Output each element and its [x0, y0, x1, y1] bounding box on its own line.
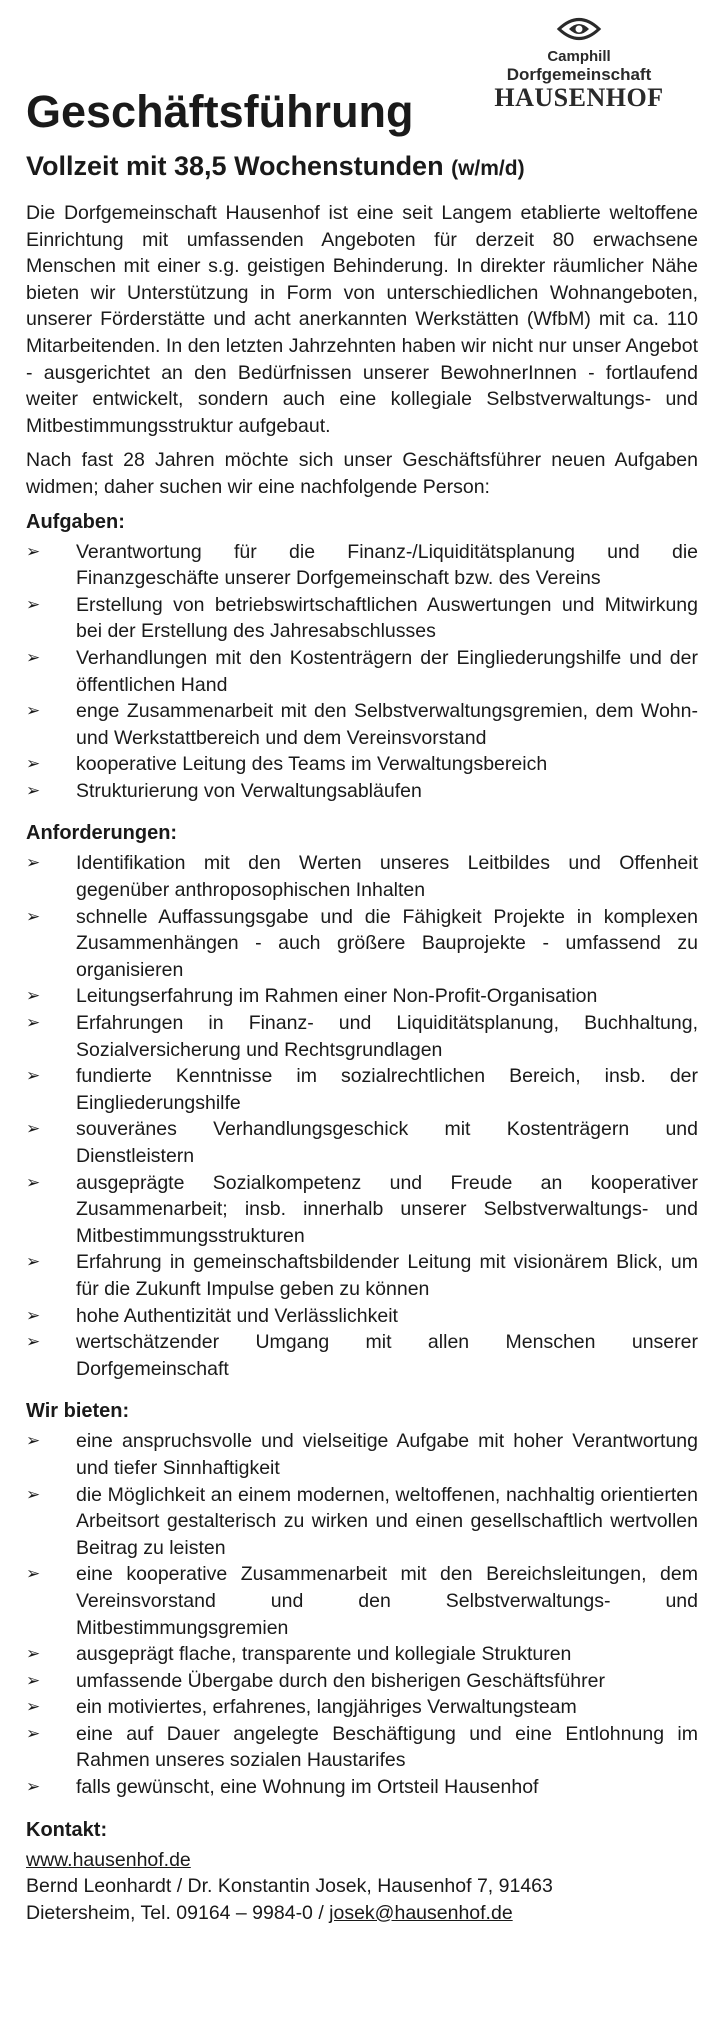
section-heading: Wir bieten:	[26, 1400, 130, 1423]
arrow-bullet-icon: ➢	[26, 906, 41, 926]
email-link[interactable]: josek@hausenhof.de	[329, 1901, 513, 1924]
list-item	[26, 1329, 698, 1382]
list-item	[26, 1303, 698, 1330]
list-item	[26, 983, 698, 1010]
arrow-bullet-icon: ➢	[26, 1172, 41, 1192]
list-item-text: ein motiviertes, erfahrenes, langjähriges Verwaltungsteam	[76, 1696, 577, 1719]
logo-line-camphill: Camphill	[547, 48, 611, 65]
arrow-bullet-icon: ➢	[26, 647, 41, 667]
section-heading: Anforderungen:	[26, 822, 178, 845]
arrow-bullet-icon: ➢	[26, 1252, 41, 1272]
contact-heading: Kontakt:	[26, 1818, 108, 1841]
arrow-bullet-icon: ➢	[26, 1644, 41, 1664]
list-item	[26, 1170, 698, 1250]
arrow-bullet-icon: ➢	[26, 1332, 41, 1352]
section-heading: Aufgaben:	[26, 510, 125, 533]
arrow-bullet-icon: ➢	[26, 1723, 41, 1743]
list-item-text: Erfahrungen in Finanz- und Liquiditätsplanung, Buchhaltung, Sozialversicherung und Rechtsgrundlagen	[76, 1012, 698, 1061]
list-item	[26, 1668, 698, 1695]
logo-line-hausenhof: HAUSENHOF	[494, 83, 664, 112]
camphill-emblem-icon	[555, 14, 603, 44]
list-item	[26, 1116, 698, 1169]
arrow-bullet-icon: ➢	[26, 1305, 41, 1325]
list-item-text: souveränes Verhandlungsgeschick mit Kostenträgern und Dienstleistern	[76, 1118, 698, 1167]
list-item-text: hohe Authentizität und Verlässlichkeit	[76, 1304, 398, 1327]
list-item-text: Leitungserfahrung im Rahmen einer Non-Profit-Organisation	[76, 985, 598, 1008]
arrow-bullet-icon: ➢	[26, 1013, 41, 1033]
arrow-bullet-icon: ➢	[26, 754, 41, 774]
list-item	[26, 1010, 698, 1063]
list-item	[26, 1428, 698, 1481]
list-item	[26, 1482, 698, 1562]
arrow-bullet-icon: ➢	[26, 853, 41, 873]
section-aufgaben	[26, 509, 698, 805]
arrow-bullet-icon: ➢	[26, 1066, 41, 1086]
list-item	[26, 850, 698, 903]
bullet-list	[26, 1428, 698, 1800]
list-item-text: ausgeprägte Sozialkompetenz und Freude an kooperativer Zusammenarbeit; insb. innerhalb unserer Selbstverwaltungs- und Mitbestimmungsstrukturen	[76, 1171, 698, 1247]
arrow-bullet-icon: ➢	[26, 986, 41, 1006]
list-item-text: ausgeprägt flache, transparente und kollegiale Strukturen	[76, 1643, 572, 1666]
subtitle-gender-tag: (w/m/d)	[451, 157, 525, 180]
section-wir-bieten	[26, 1398, 698, 1800]
subtitle-hours: Vollzeit mit 38,5 Wochenstunden	[26, 151, 444, 181]
contact-phone-line	[26, 1900, 698, 1927]
list-item-text: wertschätzender Umgang mit allen Menschen unserer Dorfgemeinschaft	[76, 1331, 698, 1380]
intro-paragraph: Nach fast 28 Jahren möchte sich unser Geschäftsführer neuen Aufgaben widmen; daher suchen wir eine nachfolgende Person:	[26, 449, 698, 498]
list-item	[26, 645, 698, 698]
sections-container	[26, 509, 698, 1801]
list-item	[26, 539, 698, 592]
list-item-text: Verhandlungen mit den Kostenträgern der Eingliederungshilfe und der öffentlichen Hand	[76, 646, 698, 696]
arrow-bullet-icon: ➢	[26, 1670, 41, 1690]
list-item-text: Erstellung von betriebswirtschaftlichen Auswertungen und Mitwirkung bei der Erstellung des Jahresabschlusses	[76, 593, 698, 643]
arrow-bullet-icon: ➢	[26, 1119, 41, 1139]
list-item-text: eine auf Dauer angelegte Beschäftigung und eine Entlohnung im Rahmen unseres sozialen Haustarifes	[76, 1722, 698, 1772]
list-item	[26, 1063, 698, 1116]
list-item	[26, 1641, 698, 1668]
list-item-text: falls gewünscht, eine Wohnung im Ortsteil Hausenhof	[76, 1776, 539, 1799]
logo-line-dorfgemeinschaft: Dorfgemeinschaft	[506, 65, 652, 84]
arrow-bullet-icon: ➢	[26, 594, 41, 614]
job-subtitle	[26, 150, 525, 185]
list-item-text: Identifikation mit den Werten unseres Leitbildes und Offenheit gegenüber anthroposophischen Inhalten	[76, 852, 698, 902]
list-item-text: eine kooperative Zusammenarbeit mit den Bereichsleitungen, dem Vereinsvorstand und den Selbstverwaltungs- und Mitbestimmungsgremien	[76, 1563, 698, 1639]
hausenhof-logo	[474, 14, 684, 112]
arrow-bullet-icon: ➢	[26, 1431, 41, 1451]
list-item-text: fundierte Kenntnisse im sozialrechtlichen Bereich, insb. der Eingliederungshilfe	[76, 1065, 698, 1114]
list-item-text: enge Zusammenarbeit mit den Selbstverwaltungsgremien, dem Wohn- und Werkstattbereich und dem Vereinsvorstand	[76, 700, 698, 749]
website-link[interactable]: www.hausenhof.de	[26, 1848, 191, 1871]
arrow-bullet-icon: ➢	[26, 701, 41, 721]
list-item-text: schnelle Auffassungsgabe und die Fähigkeit Projekte in komplexen Zusammenhängen - auch größere Bauprojekte - umfassend zu organisieren	[76, 905, 698, 981]
list-item	[26, 1561, 698, 1641]
contact-phone: Dietersheim, Tel. 09164 – 9984-0 /	[26, 1901, 330, 1924]
arrow-bullet-icon: ➢	[26, 541, 41, 561]
list-item	[26, 1774, 698, 1801]
intro-paragraph: Die Dorfgemeinschaft Hausenhof ist eine seit Langem etablierte weltoffene Einrichtung mit umfassenden Angeboten für derzeit 80 erwachsene Menschen mit einer s.g. geistigen Behinderung. In direkter räumlicher Nähe bieten wir Unterstützung in Form von unterschiedlichen Wohnangeboten, unserer Förderstätte und acht anerkannten Werkstätten (WfbM) mit ca. 110 Mitarbeitenden. In den letzten Jahrzehnten haben wir nicht nur unser Angebot - ausgerichtet an den Bedürfnissen unserer BewohnerInnen - fortlaufend weiter entwickelt, sondern auch eine kollegiale Selbstverwaltungs- und Mitbestimmungsstruktur aufgebaut.	[26, 202, 698, 437]
list-item	[26, 751, 698, 778]
list-item	[26, 592, 698, 645]
arrow-bullet-icon: ➢	[26, 1484, 41, 1504]
contact-block	[26, 1817, 698, 1927]
arrow-bullet-icon: ➢	[26, 1697, 41, 1717]
arrow-bullet-icon: ➢	[26, 1777, 41, 1797]
page-title: Geschäftsführung	[26, 86, 414, 137]
list-item	[26, 1694, 698, 1721]
bullet-list	[26, 850, 698, 1382]
ad-content	[26, 200, 698, 1926]
list-item	[26, 1249, 698, 1302]
list-item-text: Erfahrung in gemeinschaftsbildender Leitung mit visionärem Blick, um für die Zukunft Impulse geben zu können	[76, 1251, 698, 1300]
list-item	[26, 904, 698, 984]
list-item-text: Verantwortung für die Finanz-/Liquiditätsplanung und die Finanzgeschäfte unserer Dorfgemeinschaft bzw. des Vereins	[76, 540, 698, 590]
list-item	[26, 778, 698, 805]
contact-address: Bernd Leonhardt / Dr. Konstantin Josek, Hausenhof 7, 91463	[26, 1875, 553, 1898]
section-anforderungen	[26, 820, 698, 1382]
bullet-list	[26, 539, 698, 805]
list-item	[26, 1721, 698, 1774]
list-item-text: die Möglichkeit an einem modernen, weltoffenen, nachhaltig orientierten Arbeitsort gestalterisch zu wirken und einen gesellschaftlich wertvollen Beitrag zu leisten	[76, 1483, 698, 1559]
arrow-bullet-icon: ➢	[26, 1564, 41, 1584]
arrow-bullet-icon: ➢	[26, 780, 41, 800]
list-item-text: eine anspruchsvolle und vielseitige Aufgabe mit hoher Verantwortung und tiefer Sinnhaftigkeit	[76, 1430, 698, 1479]
list-item-text: kooperative Leitung des Teams im Verwaltungsbereich	[76, 753, 548, 776]
list-item-text: umfassende Übergabe durch den bisherigen Geschäftsführer	[76, 1669, 605, 1692]
list-item	[26, 698, 698, 751]
list-item-text: Strukturierung von Verwaltungsabläufen	[76, 779, 422, 802]
